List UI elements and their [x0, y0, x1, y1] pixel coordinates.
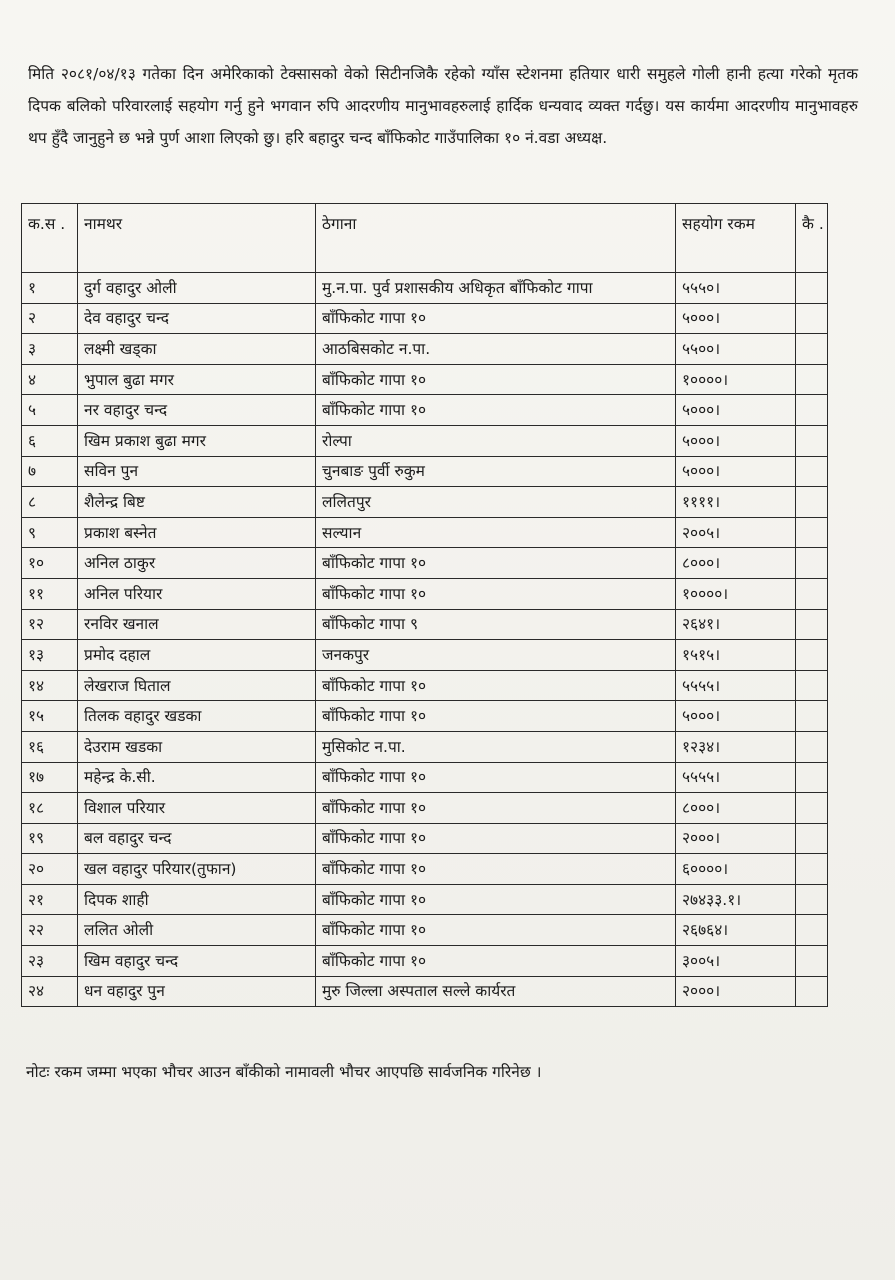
remarks-cell	[796, 548, 828, 579]
table-row	[22, 395, 828, 426]
remarks-cell	[796, 670, 828, 701]
amount-cell: १००००।	[676, 364, 796, 395]
name-cell: प्रकाश बस्नेत	[78, 517, 316, 548]
remarks-cell	[796, 609, 828, 640]
serial-number-cell: १२	[22, 609, 78, 640]
address-cell: ललितपुर	[316, 487, 676, 518]
table-row	[22, 425, 828, 456]
amount-cell: १००००।	[676, 578, 796, 609]
table-row	[22, 303, 828, 334]
remarks-cell	[796, 578, 828, 609]
donation-table	[21, 203, 828, 1007]
address-cell: सल्यान	[316, 517, 676, 548]
amount-cell: २६७६४।	[676, 915, 796, 946]
remarks-cell	[796, 395, 828, 426]
table-row	[22, 946, 828, 977]
amount-cell: ११११।	[676, 487, 796, 518]
table-row	[22, 823, 828, 854]
header-remarks: कै .	[796, 204, 828, 273]
amount-cell: ५०००।	[676, 395, 796, 426]
remarks-cell	[796, 517, 828, 548]
remarks-cell	[796, 762, 828, 793]
amount-cell: ८०००।	[676, 793, 796, 824]
amount-cell: ५५५५।	[676, 670, 796, 701]
name-cell: नर वहादुर चन्द	[78, 395, 316, 426]
serial-number-cell: १८	[22, 793, 78, 824]
serial-number-cell: ७	[22, 456, 78, 487]
serial-number-cell: १४	[22, 670, 78, 701]
serial-number-cell: २१	[22, 884, 78, 915]
address-cell: बाँफिकोट गापा १०	[316, 670, 676, 701]
table-row	[22, 334, 828, 365]
amount-cell: २०००।	[676, 976, 796, 1007]
header-address: ठेगाना	[316, 204, 676, 273]
name-cell: शैलेन्द्र बिष्ट	[78, 487, 316, 518]
table-row	[22, 578, 828, 609]
amount-cell: ५०००।	[676, 701, 796, 732]
table-row	[22, 670, 828, 701]
table-row	[22, 854, 828, 885]
serial-number-cell: २४	[22, 976, 78, 1007]
serial-number-cell: २२	[22, 915, 78, 946]
table-row	[22, 793, 828, 824]
name-cell: देव वहादुर चन्द	[78, 303, 316, 334]
remarks-cell	[796, 793, 828, 824]
table-row	[22, 364, 828, 395]
name-cell: ललित ओली	[78, 915, 316, 946]
serial-number-cell: २०	[22, 854, 78, 885]
amount-cell: ५०००।	[676, 456, 796, 487]
header-amount: सहयोग रकम	[676, 204, 796, 273]
address-cell: बाँफिकोट गापा १०	[316, 823, 676, 854]
amount-cell: ८०००।	[676, 548, 796, 579]
amount-cell: १२३४।	[676, 731, 796, 762]
remarks-cell	[796, 854, 828, 885]
remarks-cell	[796, 487, 828, 518]
remarks-cell	[796, 640, 828, 671]
table-header-row	[22, 204, 828, 273]
address-cell: बाँफिकोट गापा ९	[316, 609, 676, 640]
address-cell: मु.न.पा. पुर्व प्रशासकीय अधिकृत बाँफिकोट गापा	[316, 273, 676, 304]
intro-paragraph: मिति २०८१/०४/१३ गतेका दिन अमेरिकाको टेक्सासको वेको सिटीनजिकै रहेको ग्याँस स्टेशनमा हतियार धारी समुहले गोली हानी हत्या गरेको मृतक दिपक बलिको परिवारलाई सहयोग गर्नु हुने भगवान रुपि आदरणीय मानुभावहरुलाई हार्दिक धन्यवाद व्यक्त गर्दछु। यस कार्यमा आदरणीय मानुभावहरु थप हुँदै जानुहुने छ भन्ने पुर्ण आशा लिएको छु। हरि बहादुर चन्द बाँफिकोट गाउँपालिका १० नं.वडा अध्यक्ष.	[28, 64, 858, 147]
name-cell: खिम प्रकाश बुढा मगर	[78, 425, 316, 456]
address-cell: जनकपुर	[316, 640, 676, 671]
remarks-cell	[796, 701, 828, 732]
serial-number-cell: ३	[22, 334, 78, 365]
serial-number-cell: १६	[22, 731, 78, 762]
remarks-cell	[796, 884, 828, 915]
serial-number-cell: ८	[22, 487, 78, 518]
address-cell: बाँफिकोट गापा १०	[316, 946, 676, 977]
table-row	[22, 762, 828, 793]
serial-number-cell: १	[22, 273, 78, 304]
name-cell: खल वहादुर परियार(तुफान)	[78, 854, 316, 885]
amount-cell: ५५५०।	[676, 273, 796, 304]
name-cell: तिलक वहादुर खडका	[78, 701, 316, 732]
address-cell: बाँफिकोट गापा १०	[316, 793, 676, 824]
serial-number-cell: ४	[22, 364, 78, 395]
name-cell: दुर्ग वहादुर ओली	[78, 273, 316, 304]
amount-cell: २७४३३.१।	[676, 884, 796, 915]
address-cell: रोल्पा	[316, 425, 676, 456]
table-row	[22, 976, 828, 1007]
name-cell: लेखराज घिताल	[78, 670, 316, 701]
amount-cell: १५१५।	[676, 640, 796, 671]
remarks-cell	[796, 946, 828, 977]
amount-cell: ५५००।	[676, 334, 796, 365]
name-cell: बल वहादुर चन्द	[78, 823, 316, 854]
name-cell: धन वहादुर पुन	[78, 976, 316, 1007]
serial-number-cell: १७	[22, 762, 78, 793]
amount-cell: २०००।	[676, 823, 796, 854]
address-cell: बाँफिकोट गापा १०	[316, 854, 676, 885]
remarks-cell	[796, 425, 828, 456]
name-cell: लक्ष्मी खड्का	[78, 334, 316, 365]
table-row	[22, 517, 828, 548]
address-cell: मुरु जिल्ला अस्पताल सल्ले कार्यरत	[316, 976, 676, 1007]
amount-cell: २००५।	[676, 517, 796, 548]
name-cell: रनविर खनाल	[78, 609, 316, 640]
address-cell: बाँफिकोट गापा १०	[316, 762, 676, 793]
amount-cell: ५५५५।	[676, 762, 796, 793]
remarks-cell	[796, 915, 828, 946]
table-row	[22, 915, 828, 946]
table-row	[22, 609, 828, 640]
serial-number-cell: १३	[22, 640, 78, 671]
address-cell: बाँफिकोट गापा १०	[316, 395, 676, 426]
table-row	[22, 701, 828, 732]
amount-cell: २६४१।	[676, 609, 796, 640]
footer-note: नोटः रकम जम्मा भएका भौचर आउन बाँकीको नामावली भौचर आएपछि सार्वजनिक गरिनेछ ।	[26, 1062, 542, 1081]
serial-number-cell: ५	[22, 395, 78, 426]
remarks-cell	[796, 273, 828, 304]
serial-number-cell: २३	[22, 946, 78, 977]
header-name: नामथर	[78, 204, 316, 273]
address-cell: बाँफिकोट गापा १०	[316, 884, 676, 915]
address-cell: बाँफिकोट गापा १०	[316, 548, 676, 579]
remarks-cell	[796, 364, 828, 395]
remarks-cell	[796, 334, 828, 365]
header-serial-number: क.स .	[22, 204, 78, 273]
table-row	[22, 731, 828, 762]
table-row	[22, 456, 828, 487]
address-cell: बाँफिकोट गापा १०	[316, 915, 676, 946]
address-cell: बाँफिकोट गापा १०	[316, 578, 676, 609]
remarks-cell	[796, 456, 828, 487]
remarks-cell	[796, 976, 828, 1007]
table-row	[22, 884, 828, 915]
table-row	[22, 640, 828, 671]
amount-cell: ६००००।	[676, 854, 796, 885]
serial-number-cell: १०	[22, 548, 78, 579]
address-cell: चुनबाङ पुर्वी रुकुम	[316, 456, 676, 487]
remarks-cell	[796, 731, 828, 762]
name-cell: देउराम खडका	[78, 731, 316, 762]
name-cell: भुपाल बुढा मगर	[78, 364, 316, 395]
name-cell: दिपक शाही	[78, 884, 316, 915]
address-cell: बाँफिकोट गापा १०	[316, 701, 676, 732]
table-row	[22, 548, 828, 579]
address-cell: आठबिसकोट न.पा.	[316, 334, 676, 365]
name-cell: महेन्द्र के.सी.	[78, 762, 316, 793]
amount-cell: ५०००।	[676, 425, 796, 456]
name-cell: सविन पुन	[78, 456, 316, 487]
name-cell: अनिल ठाकुर	[78, 548, 316, 579]
amount-cell: ५०००।	[676, 303, 796, 334]
name-cell: विशाल परियार	[78, 793, 316, 824]
table-row	[22, 273, 828, 304]
table-row	[22, 487, 828, 518]
serial-number-cell: २	[22, 303, 78, 334]
address-cell: मुसिकोट न.पा.	[316, 731, 676, 762]
name-cell: प्रमोद दहाल	[78, 640, 316, 671]
address-cell: बाँफिकोट गापा १०	[316, 364, 676, 395]
address-cell: बाँफिकोट गापा १०	[316, 303, 676, 334]
remarks-cell	[796, 823, 828, 854]
serial-number-cell: १९	[22, 823, 78, 854]
serial-number-cell: ६	[22, 425, 78, 456]
amount-cell: ३००५।	[676, 946, 796, 977]
serial-number-cell: १५	[22, 701, 78, 732]
serial-number-cell: ९	[22, 517, 78, 548]
name-cell: अनिल परियार	[78, 578, 316, 609]
serial-number-cell: ११	[22, 578, 78, 609]
name-cell: खिम वहादुर चन्द	[78, 946, 316, 977]
remarks-cell	[796, 303, 828, 334]
